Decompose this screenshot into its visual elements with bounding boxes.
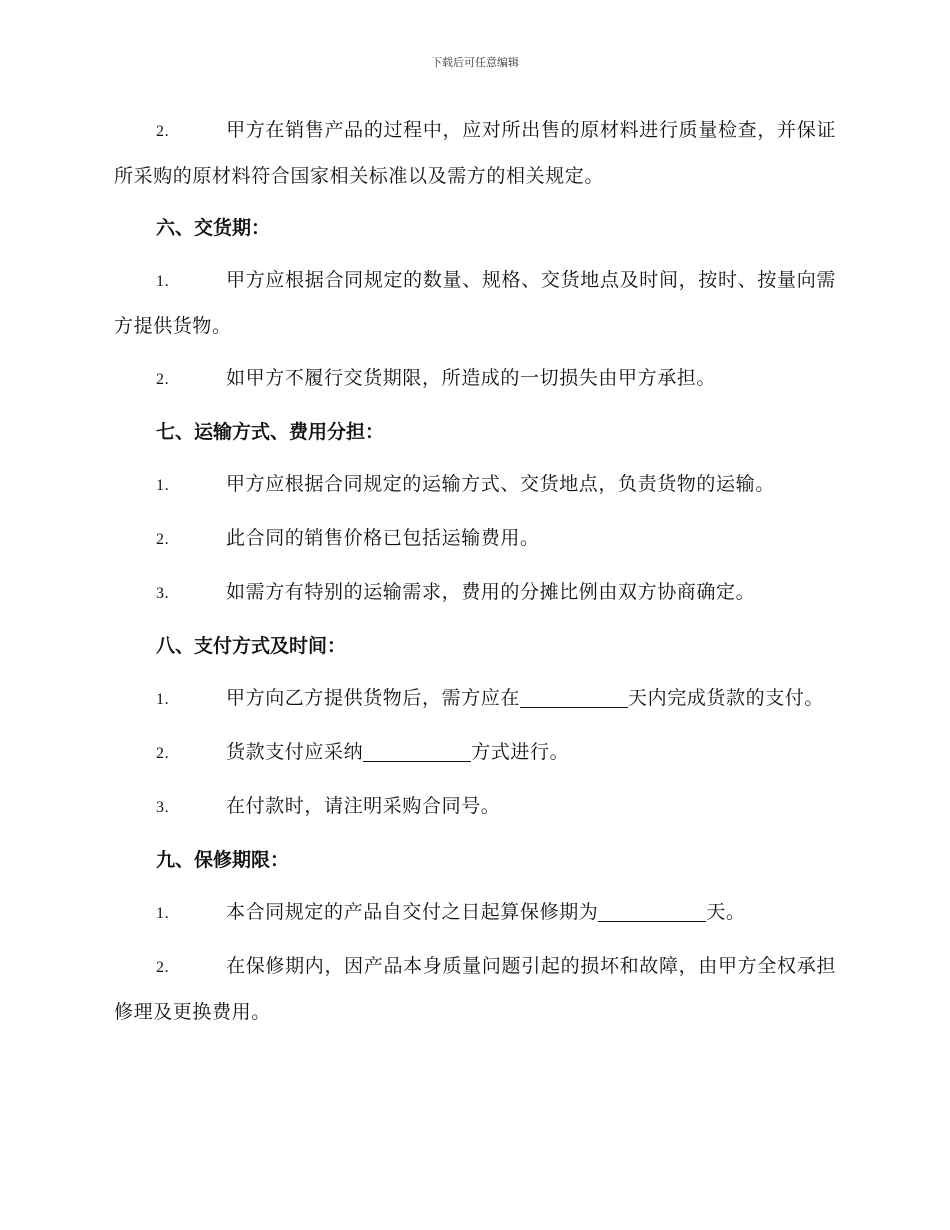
section-heading: 七、运输方式、费用分担： xyxy=(156,421,385,443)
clause-number: 2. xyxy=(156,123,170,140)
page-header: 下载后可任意编辑 xyxy=(431,56,519,69)
fill-in-blank xyxy=(598,899,706,922)
clause-number: 1. xyxy=(156,691,170,708)
clause xyxy=(114,784,836,830)
clause-number: 3. xyxy=(156,799,170,816)
clause xyxy=(114,462,836,508)
clause-text: 甲方应根据合同规定的数量、规格、交货地点及时间，按时、按量向需方提供货物。 xyxy=(114,269,836,337)
clause-number: 1. xyxy=(156,273,170,290)
clause-text-before: 本合同规定的产品自交付之日起算保修期为 xyxy=(226,901,599,923)
clause-number: 2. xyxy=(156,371,170,388)
clause-number: 2. xyxy=(156,531,170,548)
clause xyxy=(114,516,836,562)
clause-text: 在保修期内，因产品本身质量问题引起的损坏和故障，由甲方全权承担修理及更换费用。 xyxy=(114,955,836,1023)
section-heading: 九、保修期限： xyxy=(156,849,290,871)
clause-number: 1. xyxy=(156,905,170,922)
clause xyxy=(114,108,836,198)
clause-text: 此合同的销售价格已包括运输费用。 xyxy=(226,527,540,549)
clause xyxy=(114,676,836,722)
clause-text-after: 天。 xyxy=(706,901,746,923)
clause xyxy=(114,258,836,348)
fill-in-blank xyxy=(363,739,471,762)
clause-text: 甲方应根据合同规定的运输方式、交货地点，负责货物的运输。 xyxy=(226,473,775,495)
clause-text: 甲方在销售产品的过程中，应对所出售的原材料进行质量检查，并保证所采购的原材料符合国家相关标准以及需方的相关规定。 xyxy=(114,119,836,187)
clause xyxy=(114,890,836,936)
section-heading: 八、支付方式及时间： xyxy=(156,635,347,657)
clause-text-before: 货款支付应采纳 xyxy=(226,741,364,763)
clause-number: 1. xyxy=(156,477,170,494)
clause-number: 2. xyxy=(156,745,170,762)
section-heading: 六、交货期： xyxy=(156,217,271,239)
clause xyxy=(114,944,836,1034)
clause-number: 2. xyxy=(156,959,170,976)
clause-number: 3. xyxy=(156,585,170,602)
clause-text-after: 天内完成货款的支付。 xyxy=(628,687,825,709)
clause-text: 如甲方不履行交货期限，所造成的一切损失由甲方承担。 xyxy=(226,367,717,389)
clause xyxy=(114,730,836,776)
clause xyxy=(114,356,836,402)
clause-text: 如需方有特别的运输需求，费用的分摊比例由双方协商确定。 xyxy=(226,581,756,603)
clause xyxy=(114,570,836,616)
clause-text-before: 甲方向乙方提供货物后，需方应在 xyxy=(226,687,521,709)
fill-in-blank xyxy=(520,685,628,708)
clause-text-after: 方式进行。 xyxy=(471,741,570,763)
clause-text: 在付款时，请注明采购合同号。 xyxy=(226,795,501,817)
document-body xyxy=(114,108,836,1042)
